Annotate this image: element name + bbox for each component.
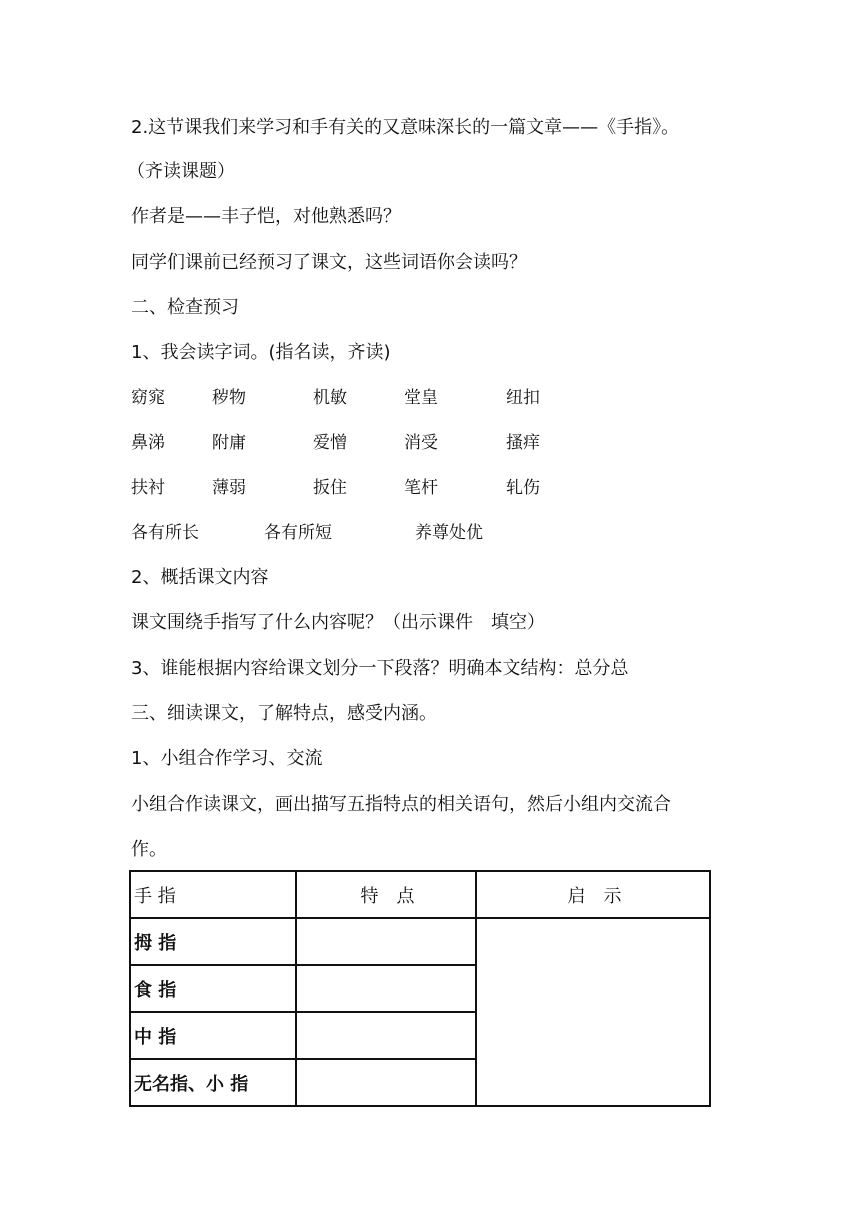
group-instruction: 小组合作读课文，画出描写五指特点的相关语句，然后小组内交流合 — [131, 794, 671, 815]
vocab-word: 轧伤 — [506, 478, 540, 498]
vocab-word: 窈窕 — [131, 388, 165, 408]
feature-cell[interactable] — [296, 1012, 476, 1059]
vocab-word: 搔痒 — [506, 433, 540, 453]
vocab-word: 纽扣 — [506, 388, 540, 408]
group-instruction-cont: 作。 — [131, 839, 167, 860]
feature-cell[interactable] — [296, 918, 476, 965]
vocab-word: 堂皇 — [404, 388, 438, 408]
feature-cell[interactable] — [296, 965, 476, 1012]
vocab-word: 鼻涕 — [131, 433, 165, 453]
vocab-phrase: 各有所长 — [131, 523, 199, 543]
vocab-phrase: 养尊处优 — [415, 523, 483, 543]
header-finger: 手 指 — [130, 871, 296, 918]
step-read-words: 1、我会读字词。(指名读，齐读) — [131, 342, 391, 363]
row-label: 拇 指 — [130, 918, 296, 965]
vocab-word: 消受 — [404, 433, 438, 453]
header-feature: 特 点 — [296, 871, 476, 918]
vocab-word: 秽物 — [212, 388, 246, 408]
vocab-word: 附庸 — [212, 433, 246, 453]
insight-cell[interactable] — [476, 918, 710, 1106]
step-paragraphs: 3、谁能根据内容给课文划分一下段落？明确本文结构：总分总 — [131, 658, 629, 679]
step-summarize: 2、概括课文内容 — [131, 567, 269, 588]
vocab-phrase: 各有所短 — [264, 523, 332, 543]
vocab-word: 笔杆 — [404, 478, 438, 498]
row-label: 中 指 — [130, 1012, 296, 1059]
row-label: 无名指、小 指 — [130, 1059, 296, 1106]
section-heading-2: 二、检查预习 — [131, 297, 239, 318]
author-line: 作者是——丰子恺，对他熟悉吗？ — [131, 206, 401, 227]
preview-line: 同学们课前已经预习了课文，这些词语你会读吗？ — [131, 252, 527, 273]
vocab-word: 爱憎 — [313, 433, 347, 453]
header-insight: 启 示 — [476, 871, 710, 918]
finger-table — [129, 870, 711, 1107]
read-title-note: （齐读课题） — [127, 161, 235, 182]
vocab-word: 机敏 — [313, 388, 347, 408]
section-heading-3: 三、细读课文，了解特点，感受内涵。 — [131, 703, 437, 724]
vocab-word: 扶衬 — [131, 478, 165, 498]
vocab-word: 薄弱 — [212, 478, 246, 498]
table-row — [130, 918, 710, 965]
table-header-row — [130, 871, 710, 918]
feature-cell[interactable] — [296, 1059, 476, 1106]
row-label: 食 指 — [130, 965, 296, 1012]
vocab-word: 扳住 — [313, 478, 347, 498]
step-group-work: 1、小组合作学习、交流 — [131, 748, 323, 769]
summarize-question: 课文围绕手指写了什么内容呢？（出示课件 填空） — [131, 612, 545, 633]
intro-line: 2.这节课我们来学习和手有关的又意味深长的一篇文章——《手指》。 — [131, 117, 680, 138]
